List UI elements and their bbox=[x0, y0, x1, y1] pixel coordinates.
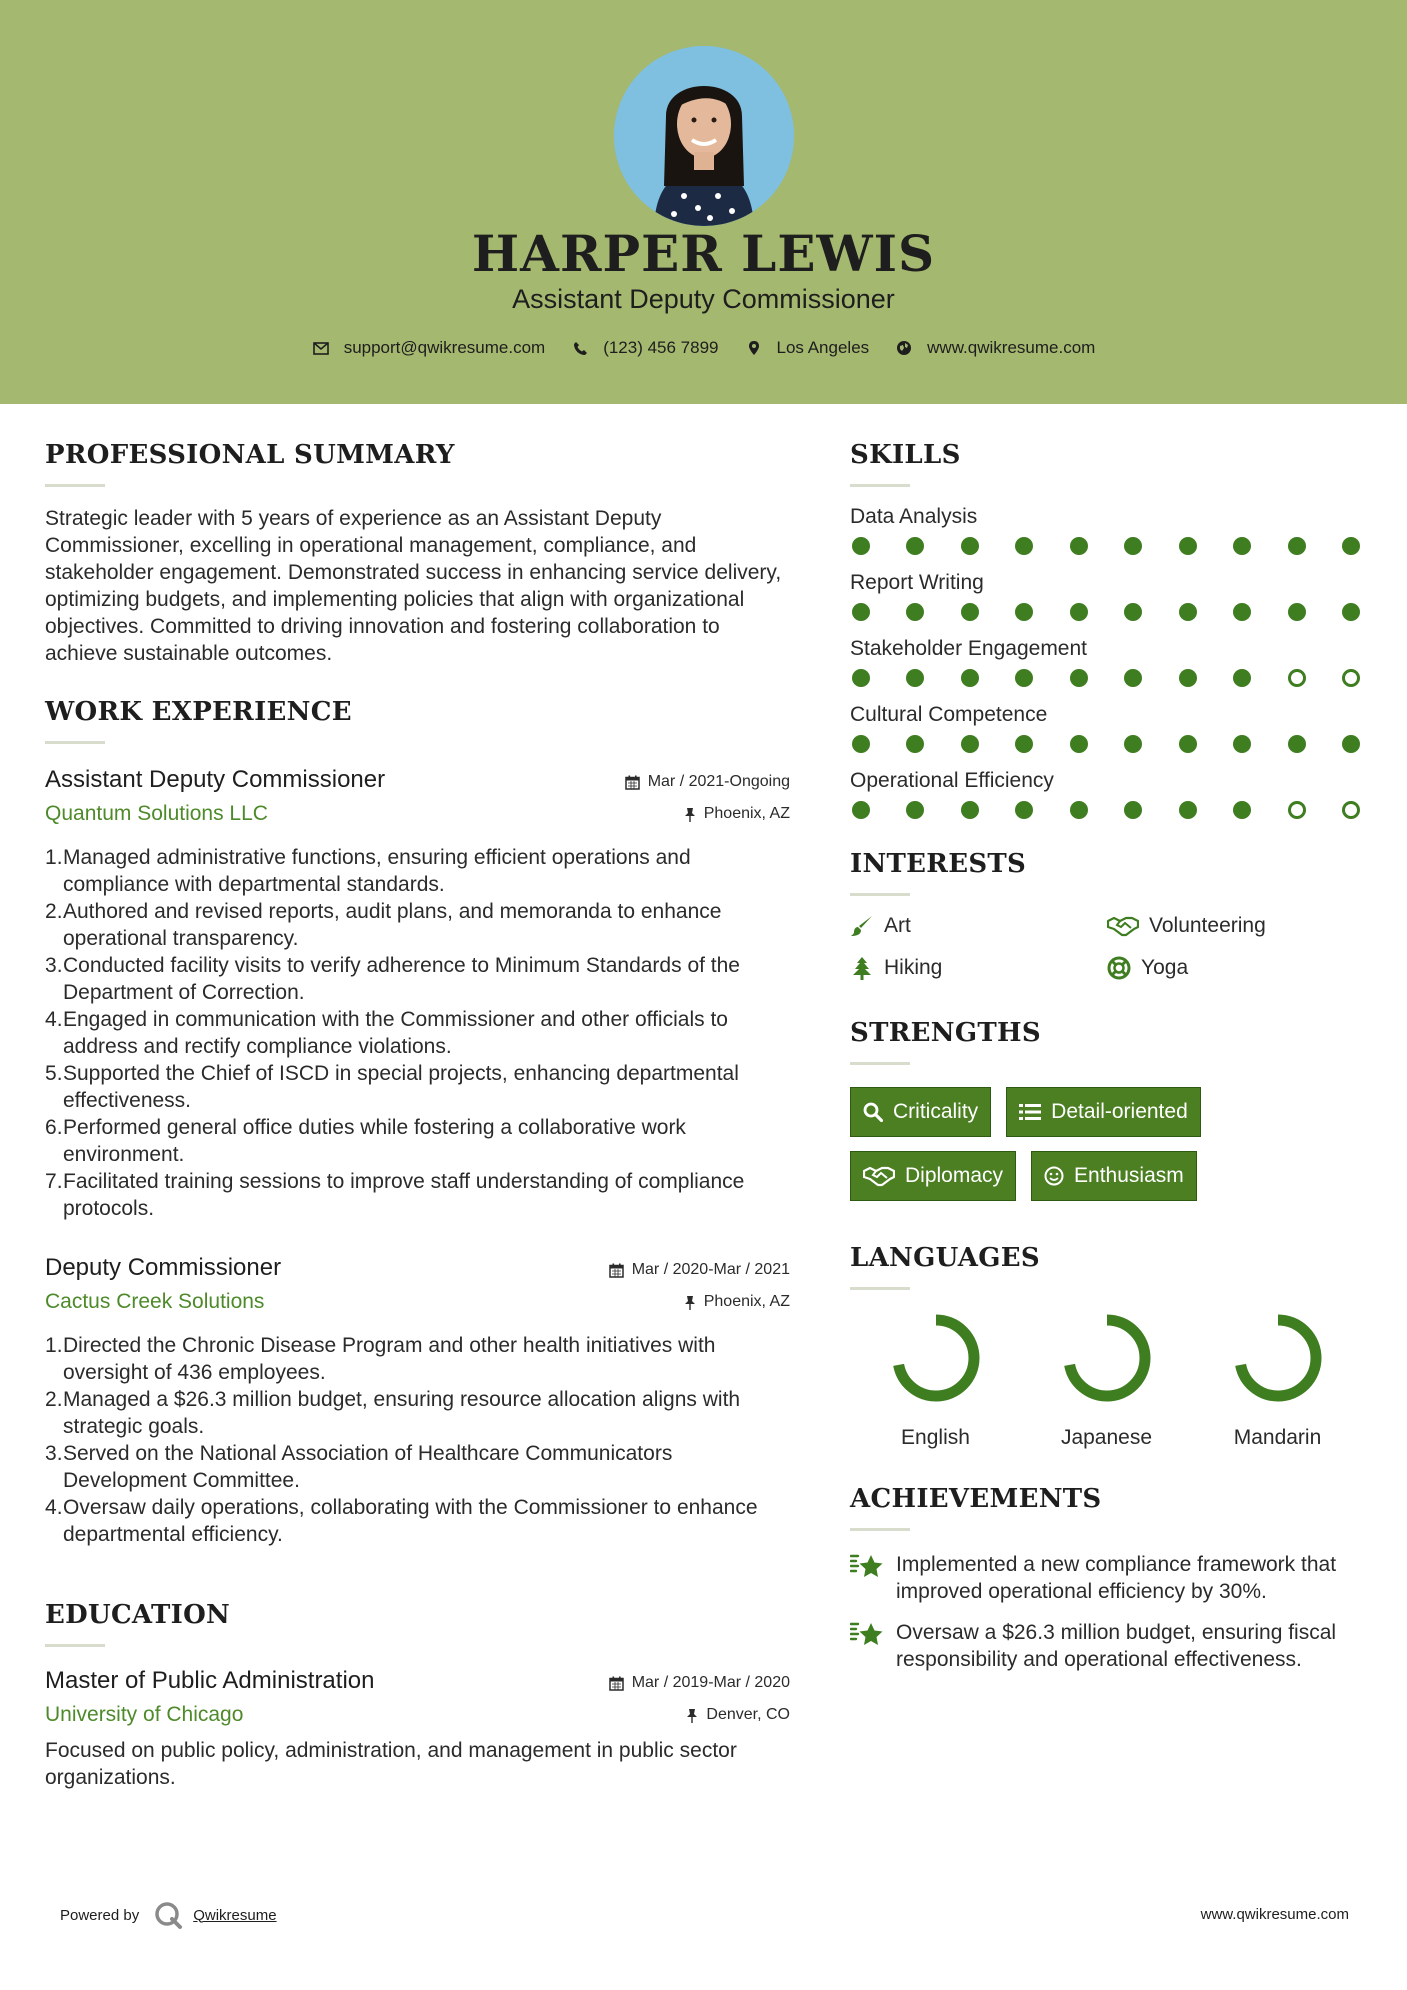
contact-bar bbox=[0, 338, 1407, 358]
left-column bbox=[45, 440, 790, 1791]
interests-heading: INTERESTS bbox=[850, 849, 1027, 879]
rating-dot-filled bbox=[1288, 603, 1306, 621]
qwikresume-link[interactable]: Qwikresume bbox=[193, 1906, 277, 1924]
rating-dot-filled bbox=[1179, 669, 1197, 687]
rating-dot-filled bbox=[1179, 603, 1197, 621]
section-divider bbox=[850, 893, 910, 896]
pushpin-icon bbox=[684, 807, 696, 822]
job-title: Deputy Commissioner bbox=[45, 1254, 282, 1281]
skill-item bbox=[850, 703, 1370, 753]
language-name: Japanese bbox=[1060, 1426, 1153, 1449]
rating-dot-filled bbox=[1288, 735, 1306, 753]
rating-dot-filled bbox=[1124, 603, 1142, 621]
skill-item bbox=[850, 637, 1370, 687]
rating-dot-filled bbox=[1070, 801, 1088, 819]
experience-heading: WORK EXPERIENCE bbox=[45, 697, 352, 727]
language-item bbox=[1021, 1312, 1192, 1450]
smile-icon bbox=[1044, 1166, 1064, 1186]
skill-rating bbox=[850, 801, 1360, 819]
rating-dot-filled bbox=[961, 603, 979, 621]
rating-dot-filled bbox=[852, 603, 870, 621]
rating-dot-filled bbox=[906, 537, 924, 555]
globe-icon bbox=[895, 339, 913, 357]
job-location: Phoenix, AZ bbox=[609, 1292, 790, 1312]
rating-dot-filled bbox=[1233, 537, 1251, 555]
phone-icon bbox=[571, 339, 589, 357]
rating-dot-filled bbox=[1015, 669, 1033, 687]
list-item: Served on the National Association of Healthcare Communicators Development Committee. bbox=[63, 1442, 673, 1492]
rating-dot-filled bbox=[1124, 537, 1142, 555]
rating-dot-empty bbox=[1342, 669, 1360, 687]
section-divider bbox=[850, 1062, 910, 1065]
handshake-icon bbox=[1107, 914, 1139, 938]
skill-rating bbox=[850, 603, 1360, 621]
footer-website[interactable]: www.qwikresume.com bbox=[1200, 1906, 1349, 1923]
rating-dot-filled bbox=[1342, 735, 1360, 753]
search-icon bbox=[863, 1102, 883, 1122]
rating-dot-filled bbox=[1233, 603, 1251, 621]
resume-header bbox=[0, 0, 1407, 404]
rating-dot-filled bbox=[961, 669, 979, 687]
strengths-section bbox=[850, 1018, 1370, 1215]
skills-list bbox=[850, 505, 1370, 819]
interest-item: Hiking bbox=[850, 956, 1107, 980]
rating-dot-filled bbox=[906, 669, 924, 687]
section-divider bbox=[850, 1528, 910, 1531]
handshake-icon bbox=[863, 1165, 895, 1187]
education-dates: Mar / 2019-Mar / 2020 bbox=[609, 1673, 790, 1693]
job-entry bbox=[45, 766, 790, 1222]
list-item: Authored and revised reports, audit plans, and memoranda to enhance operational transparency. bbox=[63, 900, 722, 950]
rating-dot-filled bbox=[1015, 735, 1033, 753]
list-item: Supported the Chief of ISCD in special projects, enhancing departmental effectiveness. bbox=[63, 1062, 739, 1112]
job-entry bbox=[45, 1254, 790, 1548]
strengths-heading: STRENGTHS bbox=[850, 1018, 1041, 1048]
strength-chip: Diplomacy bbox=[850, 1151, 1016, 1201]
rating-dot-filled bbox=[1015, 603, 1033, 621]
summary-heading: PROFESSIONAL SUMMARY bbox=[45, 440, 455, 470]
rating-dot-filled bbox=[852, 735, 870, 753]
list-item: Managed a $26.3 million budget, ensuring resource allocation aligns with strategic goals. bbox=[63, 1388, 741, 1438]
skill-name: Data Analysis bbox=[850, 505, 978, 528]
skill-rating bbox=[850, 669, 1360, 687]
language-level-arc bbox=[898, 1320, 974, 1396]
skill-item bbox=[850, 505, 1370, 555]
skills-section bbox=[850, 440, 1370, 819]
skill-name: Cultural Competence bbox=[850, 703, 1048, 726]
degree-title: Master of Public Administration bbox=[45, 1667, 375, 1694]
rating-dot-empty bbox=[1288, 669, 1306, 687]
language-progress-ring bbox=[1061, 1312, 1153, 1404]
list-item: Oversaw daily operations, collaborating with the Commissioner to enhance departmental efficiency. bbox=[63, 1496, 758, 1546]
calendar-icon bbox=[609, 1263, 624, 1278]
list-item: Managed administrative functions, ensuring efficient operations and compliance with departmental standards. bbox=[63, 846, 691, 896]
skill-name: Stakeholder Engagement bbox=[850, 637, 1087, 660]
rating-dot-filled bbox=[1233, 801, 1251, 819]
rating-dot-filled bbox=[852, 669, 870, 687]
job-duties-list bbox=[45, 1332, 790, 1548]
language-level-arc bbox=[1240, 1320, 1316, 1396]
list-item: Facilitated training sessions to improve staff understanding of compliance protocols. bbox=[63, 1170, 745, 1220]
qwikresume-logo-icon bbox=[153, 1900, 183, 1930]
achievements-section bbox=[850, 1484, 1370, 1673]
language-item bbox=[850, 1312, 1021, 1450]
contact-email[interactable]: support@qwikresume.com bbox=[312, 338, 546, 358]
achievement-item: Oversaw a $26.3 million budget, ensuring fiscal responsibility and operational effectiveness. bbox=[850, 1619, 1370, 1673]
languages-list bbox=[850, 1312, 1370, 1450]
rating-dot-filled bbox=[961, 735, 979, 753]
calendar-icon bbox=[625, 775, 640, 790]
rating-dot-filled bbox=[1179, 537, 1197, 555]
job-duties-list bbox=[45, 844, 790, 1222]
paintbrush-icon bbox=[850, 914, 874, 938]
interests-section bbox=[850, 849, 1370, 980]
job-title: Assistant Deputy Commissioner bbox=[45, 766, 386, 793]
skill-name: Report Writing bbox=[850, 571, 984, 594]
language-progress-ring bbox=[1232, 1312, 1324, 1404]
education-text: Focused on public policy, administration, and management in public sector organizations. bbox=[45, 1739, 737, 1789]
rating-dot-filled bbox=[1015, 537, 1033, 555]
candidate-title: Assistant Deputy Commissioner bbox=[512, 284, 895, 314]
rating-dot-filled bbox=[1342, 537, 1360, 555]
section-divider bbox=[45, 484, 105, 487]
languages-heading: LANGUAGES bbox=[850, 1243, 1040, 1273]
rating-dot-filled bbox=[1070, 669, 1088, 687]
skill-name: Operational Efficiency bbox=[850, 769, 1054, 792]
interest-item: Art bbox=[850, 914, 1107, 938]
rating-dot-filled bbox=[1179, 801, 1197, 819]
rating-dot-filled bbox=[1233, 669, 1251, 687]
language-name: Mandarin bbox=[1233, 1426, 1322, 1449]
list-item: Directed the Chronic Disease Program and other health initiatives with oversight of 436 employees. bbox=[63, 1334, 716, 1384]
language-item bbox=[1192, 1312, 1363, 1450]
job-dates: Mar / 2020-Mar / 2021 bbox=[609, 1260, 790, 1280]
section-divider bbox=[45, 741, 105, 744]
star-icon bbox=[850, 1621, 884, 1654]
school-name: University of Chicago bbox=[45, 1703, 244, 1726]
language-level-arc bbox=[1069, 1320, 1145, 1396]
rating-dot-empty bbox=[1342, 801, 1360, 819]
list-item: Performed general office duties while fostering a collaborative work environment. bbox=[63, 1116, 686, 1166]
section-divider bbox=[45, 1644, 105, 1647]
languages-section bbox=[850, 1243, 1370, 1450]
skill-item bbox=[850, 769, 1370, 819]
rating-dot-filled bbox=[1288, 537, 1306, 555]
education-heading: EDUCATION bbox=[45, 1600, 231, 1630]
skill-item bbox=[850, 571, 1370, 621]
star-icon bbox=[850, 1553, 884, 1586]
candidate-name: HARPER LEWIS bbox=[471, 224, 936, 283]
rating-dot-filled bbox=[852, 801, 870, 819]
right-column bbox=[850, 440, 1370, 1683]
rating-dot-filled bbox=[852, 537, 870, 555]
tree-icon bbox=[850, 956, 874, 980]
rating-dot-filled bbox=[1179, 735, 1197, 753]
rating-dot-filled bbox=[1233, 735, 1251, 753]
rating-dot-filled bbox=[906, 801, 924, 819]
achievement-item: Implemented a new compliance framework that improved operational efficiency by 30%. bbox=[850, 1551, 1370, 1605]
section-divider bbox=[850, 1287, 910, 1290]
rating-dot-filled bbox=[961, 801, 979, 819]
rating-dot-filled bbox=[1070, 735, 1088, 753]
language-name: English bbox=[901, 1426, 970, 1449]
interest-item: Yoga bbox=[1107, 956, 1357, 980]
contact-website[interactable]: www.qwikresume.com bbox=[895, 338, 1095, 358]
rating-dot-filled bbox=[1070, 537, 1088, 555]
pushpin-icon bbox=[686, 1708, 698, 1723]
education-section bbox=[45, 1600, 790, 1791]
profile-photo bbox=[614, 46, 794, 226]
interest-item: Volunteering bbox=[1107, 914, 1357, 938]
rating-dot-filled bbox=[1342, 603, 1360, 621]
map-pin-icon bbox=[745, 339, 763, 357]
list-item: Conducted facility visits to verify adherence to Minimum Standards of the Department of Correction. bbox=[63, 954, 740, 1004]
contact-location: Los Angeles bbox=[745, 338, 870, 358]
calendar-icon bbox=[609, 1676, 624, 1691]
contact-phone[interactable]: (123) 456 7899 bbox=[571, 338, 718, 358]
rating-dot-filled bbox=[1124, 735, 1142, 753]
job-company: Cactus Creek Solutions bbox=[45, 1290, 265, 1313]
achievements-heading: ACHIEVEMENTS bbox=[850, 1484, 1102, 1514]
section-divider bbox=[850, 484, 910, 487]
job-company: Quantum Solutions LLC bbox=[45, 802, 268, 825]
summary-text: Strategic leader with 5 years of experience as an Assistant Deputy Commissioner, excelling in operational management, compliance, and stakeholder engagement. Demonstrated success in enhancing service delivery, optimizing budgets, and implementing policies that align with organizational objectives. Committed to driving innovation and fostering collaboration to achieve sustainable outcomes. bbox=[45, 507, 782, 665]
list-item: Engaged in communication with the Commissioner and other officials to address and rectify compliance violations. bbox=[63, 1008, 728, 1058]
rating-dot-filled bbox=[1015, 801, 1033, 819]
job-dates: Mar / 2021-Ongoing bbox=[625, 772, 790, 792]
job-location: Phoenix, AZ bbox=[625, 804, 790, 824]
rating-dot-filled bbox=[1124, 669, 1142, 687]
strength-chip: Enthusiasm bbox=[1031, 1151, 1197, 1201]
footer-powered-by: Powered by Qwikresume bbox=[60, 1900, 277, 1930]
envelope-icon bbox=[312, 339, 330, 357]
strength-chip: Detail-oriented bbox=[1006, 1087, 1201, 1137]
skills-heading: SKILLS bbox=[850, 440, 961, 470]
education-location: Denver, CO bbox=[609, 1705, 790, 1725]
pushpin-icon bbox=[684, 1295, 696, 1310]
rating-dot-filled bbox=[961, 537, 979, 555]
language-progress-ring bbox=[890, 1312, 982, 1404]
summary-section bbox=[45, 440, 790, 667]
lifebuoy-icon bbox=[1107, 956, 1131, 980]
rating-dot-filled bbox=[906, 735, 924, 753]
list-icon bbox=[1019, 1103, 1041, 1121]
rating-dot-empty bbox=[1288, 801, 1306, 819]
skill-rating bbox=[850, 735, 1360, 753]
rating-dot-filled bbox=[1070, 603, 1088, 621]
rating-dot-filled bbox=[906, 603, 924, 621]
strength-chip: Criticality bbox=[850, 1087, 991, 1137]
experience-section bbox=[45, 697, 790, 1548]
skill-rating bbox=[850, 537, 1360, 555]
rating-dot-filled bbox=[1124, 801, 1142, 819]
